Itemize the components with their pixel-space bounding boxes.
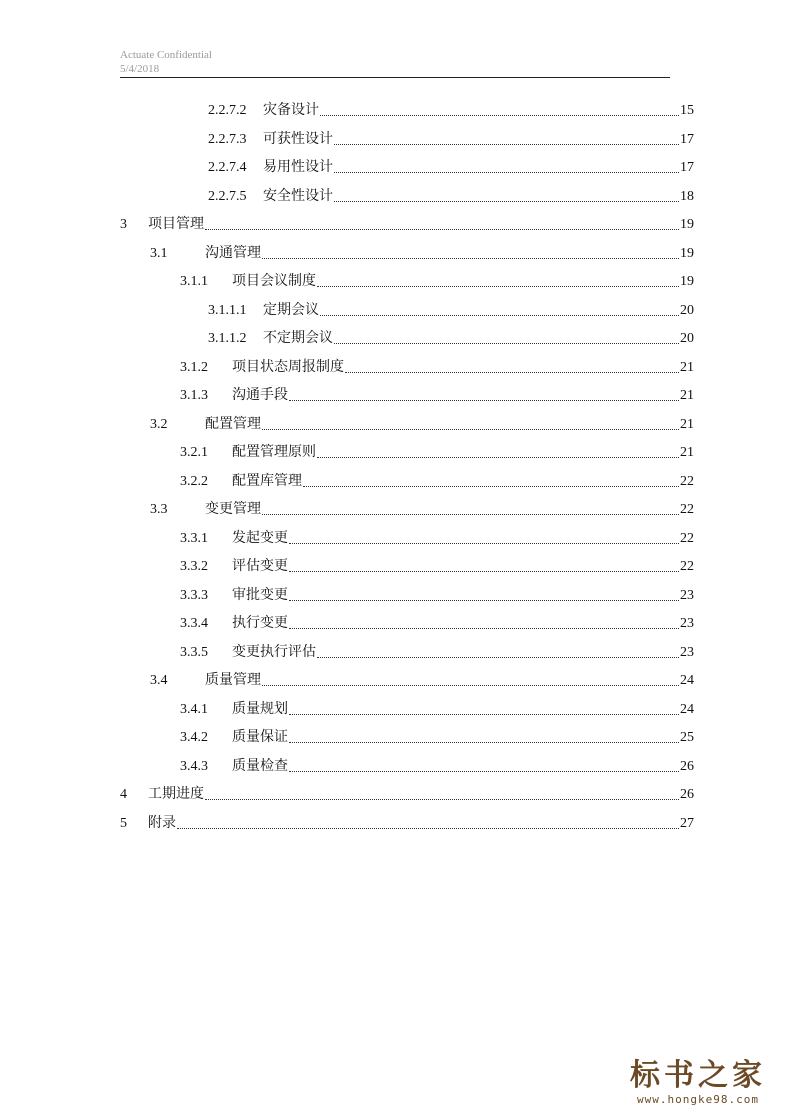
toc-entry-title: 沟通手段 [232, 388, 288, 403]
toc-entry-title: 可获性设计 [263, 131, 333, 147]
header-divider [120, 77, 670, 78]
toc-entry[interactable] [120, 776, 694, 804]
toc-entry-title: 执行变更 [232, 616, 288, 631]
toc-entry-title: 变更执行评估 [232, 644, 316, 660]
toc-entry-number: 2.2.7.3 [208, 131, 247, 147]
toc-entry-number: 3.1.1 [180, 274, 208, 289]
toc-entry[interactable] [150, 491, 694, 519]
toc-entry-page-number: 22 [680, 530, 694, 546]
toc-dot-leader [289, 628, 679, 629]
toc-entry-number: 3.4 [150, 673, 168, 688]
toc-entry[interactable] [150, 662, 694, 690]
toc-entry-page-number: 26 [680, 787, 694, 802]
toc-entry-title: 质量管理 [205, 673, 261, 688]
toc-entry-page-number: 19 [680, 217, 694, 232]
toc-entry-number: 2.2.7.2 [208, 103, 247, 118]
toc-entry-number: 3.4.3 [180, 758, 208, 774]
toc-dot-leader [289, 543, 679, 544]
toc-entry-title: 质量规划 [232, 701, 288, 717]
toc-entry-page-number: 27 [680, 815, 694, 831]
toc-entry[interactable] [120, 206, 694, 234]
toc-dot-leader [289, 714, 679, 715]
toc-dot-leader [317, 657, 679, 658]
toc-entry[interactable] [180, 719, 694, 747]
toc-entry-page-number: 24 [680, 701, 694, 717]
toc-entry-number: 3 [120, 217, 127, 232]
toc-entry-number: 3.3.4 [180, 616, 208, 631]
toc-entry-title: 质量保证 [232, 730, 288, 745]
toc-entry-title: 配置库管理 [232, 473, 302, 489]
toc-entry-page-number: 17 [680, 160, 694, 175]
toc-entry-title: 安全性设计 [263, 188, 333, 204]
toc-entry-page-number: 22 [680, 502, 694, 517]
toc-entry-title: 定期会议 [263, 302, 319, 318]
toc-entry-page-number: 20 [680, 302, 694, 318]
toc-dot-leader [334, 172, 679, 173]
toc-entry-number: 3.1.1.2 [208, 331, 247, 346]
toc-dot-leader [262, 258, 679, 259]
toc-entry[interactable] [208, 149, 694, 177]
toc-entry-title: 配置管理 [205, 416, 261, 432]
toc-entry-title: 易用性设计 [263, 160, 333, 175]
toc-dot-leader [334, 201, 679, 202]
toc-entry[interactable] [180, 605, 694, 633]
toc-entry[interactable] [180, 520, 694, 548]
toc-entry-page-number: 15 [680, 103, 694, 118]
toc-entry-number: 3.3.5 [180, 644, 208, 660]
toc-entry-page-number: 21 [680, 416, 694, 432]
toc-entry[interactable] [180, 577, 694, 605]
toc-entry-number: 3.2.1 [180, 445, 208, 460]
toc-dot-leader [262, 514, 679, 515]
toc-entry-number: 3.3.2 [180, 559, 208, 574]
toc-entry-number: 3.1.1.1 [208, 302, 247, 318]
toc-entry-page-number: 22 [680, 473, 694, 489]
toc-entry-title: 沟通管理 [205, 245, 261, 261]
toc-entry[interactable] [150, 406, 694, 434]
watermark-logo: 标书之家 [630, 1058, 766, 1093]
toc-entry-page-number: 22 [680, 559, 694, 574]
toc-entry-number: 3.3.3 [180, 587, 208, 603]
toc-entry-page-number: 18 [680, 188, 694, 204]
toc-entry[interactable] [150, 235, 694, 263]
toc-entry[interactable] [208, 292, 694, 320]
toc-entry-title: 质量检查 [232, 758, 288, 774]
toc-entry-number: 3.1.2 [180, 359, 208, 375]
watermark-url: www.hongke98.com [637, 1093, 759, 1106]
toc-entry[interactable] [180, 349, 694, 377]
toc-entry-page-number: 25 [680, 730, 694, 745]
toc-entry[interactable] [180, 463, 694, 491]
toc-entry[interactable] [208, 121, 694, 149]
toc-entry[interactable] [208, 320, 694, 348]
toc-entry-page-number: 21 [680, 445, 694, 460]
toc-dot-leader [334, 144, 679, 145]
toc-entry-title: 灾备设计 [263, 103, 319, 118]
toc-entry-number: 3.1 [150, 245, 168, 261]
toc-entry[interactable] [180, 434, 694, 462]
toc-entry-number: 3.3.1 [180, 530, 208, 546]
toc-entry-title: 不定期会议 [263, 331, 333, 346]
toc-entry-number: 5 [120, 815, 127, 831]
toc-dot-leader [289, 600, 679, 601]
toc-entry-page-number: 26 [680, 758, 694, 774]
toc-entry-title: 项目管理 [148, 217, 204, 232]
toc-dot-leader [334, 343, 679, 344]
toc-entry-page-number: 24 [680, 673, 694, 688]
toc-entry-title: 变更管理 [205, 502, 261, 517]
toc-entry-number: 3.1.3 [180, 388, 208, 403]
toc-dot-leader [289, 771, 679, 772]
toc-entry-title: 项目状态周报制度 [232, 359, 344, 375]
toc-entry[interactable] [180, 263, 694, 291]
toc-entry-page-number: 23 [680, 644, 694, 660]
watermark [623, 1059, 773, 1106]
page-header [120, 48, 212, 76]
toc-dot-leader [205, 229, 679, 230]
toc-entry-number: 4 [120, 787, 127, 802]
toc-entry-number: 3.4.1 [180, 701, 208, 717]
toc-entry[interactable] [208, 178, 694, 206]
toc-entry-number: 2.2.7.4 [208, 160, 247, 175]
toc-dot-leader [317, 457, 679, 458]
toc-entry-title: 工期进度 [148, 787, 204, 802]
toc-entry-number: 2.2.7.5 [208, 188, 247, 204]
toc-entry[interactable] [120, 805, 694, 833]
header-date: 5/4/2018 [120, 63, 160, 75]
toc-dot-leader [289, 742, 679, 743]
toc-dot-leader [289, 400, 679, 401]
header-confidential: Actuate Confidential [120, 49, 212, 61]
toc-entry[interactable] [180, 634, 694, 662]
toc-entry-page-number: 17 [680, 131, 694, 147]
toc-dot-leader [317, 286, 679, 287]
toc-entry-page-number: 19 [680, 245, 694, 261]
toc-entry-number: 3.4.2 [180, 730, 208, 745]
toc-entry[interactable] [180, 548, 694, 576]
toc-entry-page-number: 19 [680, 274, 694, 289]
toc-entry-number: 3.2 [150, 416, 168, 432]
toc-entry-page-number: 21 [680, 388, 694, 403]
toc-entry-page-number: 23 [680, 587, 694, 603]
toc-entry-title: 发起变更 [232, 530, 288, 546]
toc-dot-leader [262, 685, 679, 686]
toc-dot-leader [177, 828, 679, 829]
toc-entry-number: 3.3 [150, 502, 168, 517]
toc-entry[interactable] [180, 691, 694, 719]
toc-entry-title: 审批变更 [232, 587, 288, 603]
toc-dot-leader [320, 115, 679, 116]
toc-entry[interactable] [180, 748, 694, 776]
toc-entry-page-number: 20 [680, 331, 694, 346]
toc-entry-title: 附录 [148, 815, 176, 831]
toc-dot-leader [303, 486, 679, 487]
toc-entry[interactable] [180, 377, 694, 405]
toc-entry-title: 配置管理原则 [232, 445, 316, 460]
toc-entry-page-number: 23 [680, 616, 694, 631]
toc-entry-title: 评估变更 [232, 559, 288, 574]
toc-entry[interactable] [208, 92, 694, 120]
toc-dot-leader [262, 429, 679, 430]
toc-dot-leader [205, 799, 679, 800]
toc-dot-leader [289, 571, 679, 572]
toc-dot-leader [320, 315, 679, 316]
toc-dot-leader [345, 372, 679, 373]
toc-entry-title: 项目会议制度 [232, 274, 316, 289]
toc-entry-number: 3.2.2 [180, 473, 208, 489]
toc-entry-page-number: 21 [680, 359, 694, 375]
